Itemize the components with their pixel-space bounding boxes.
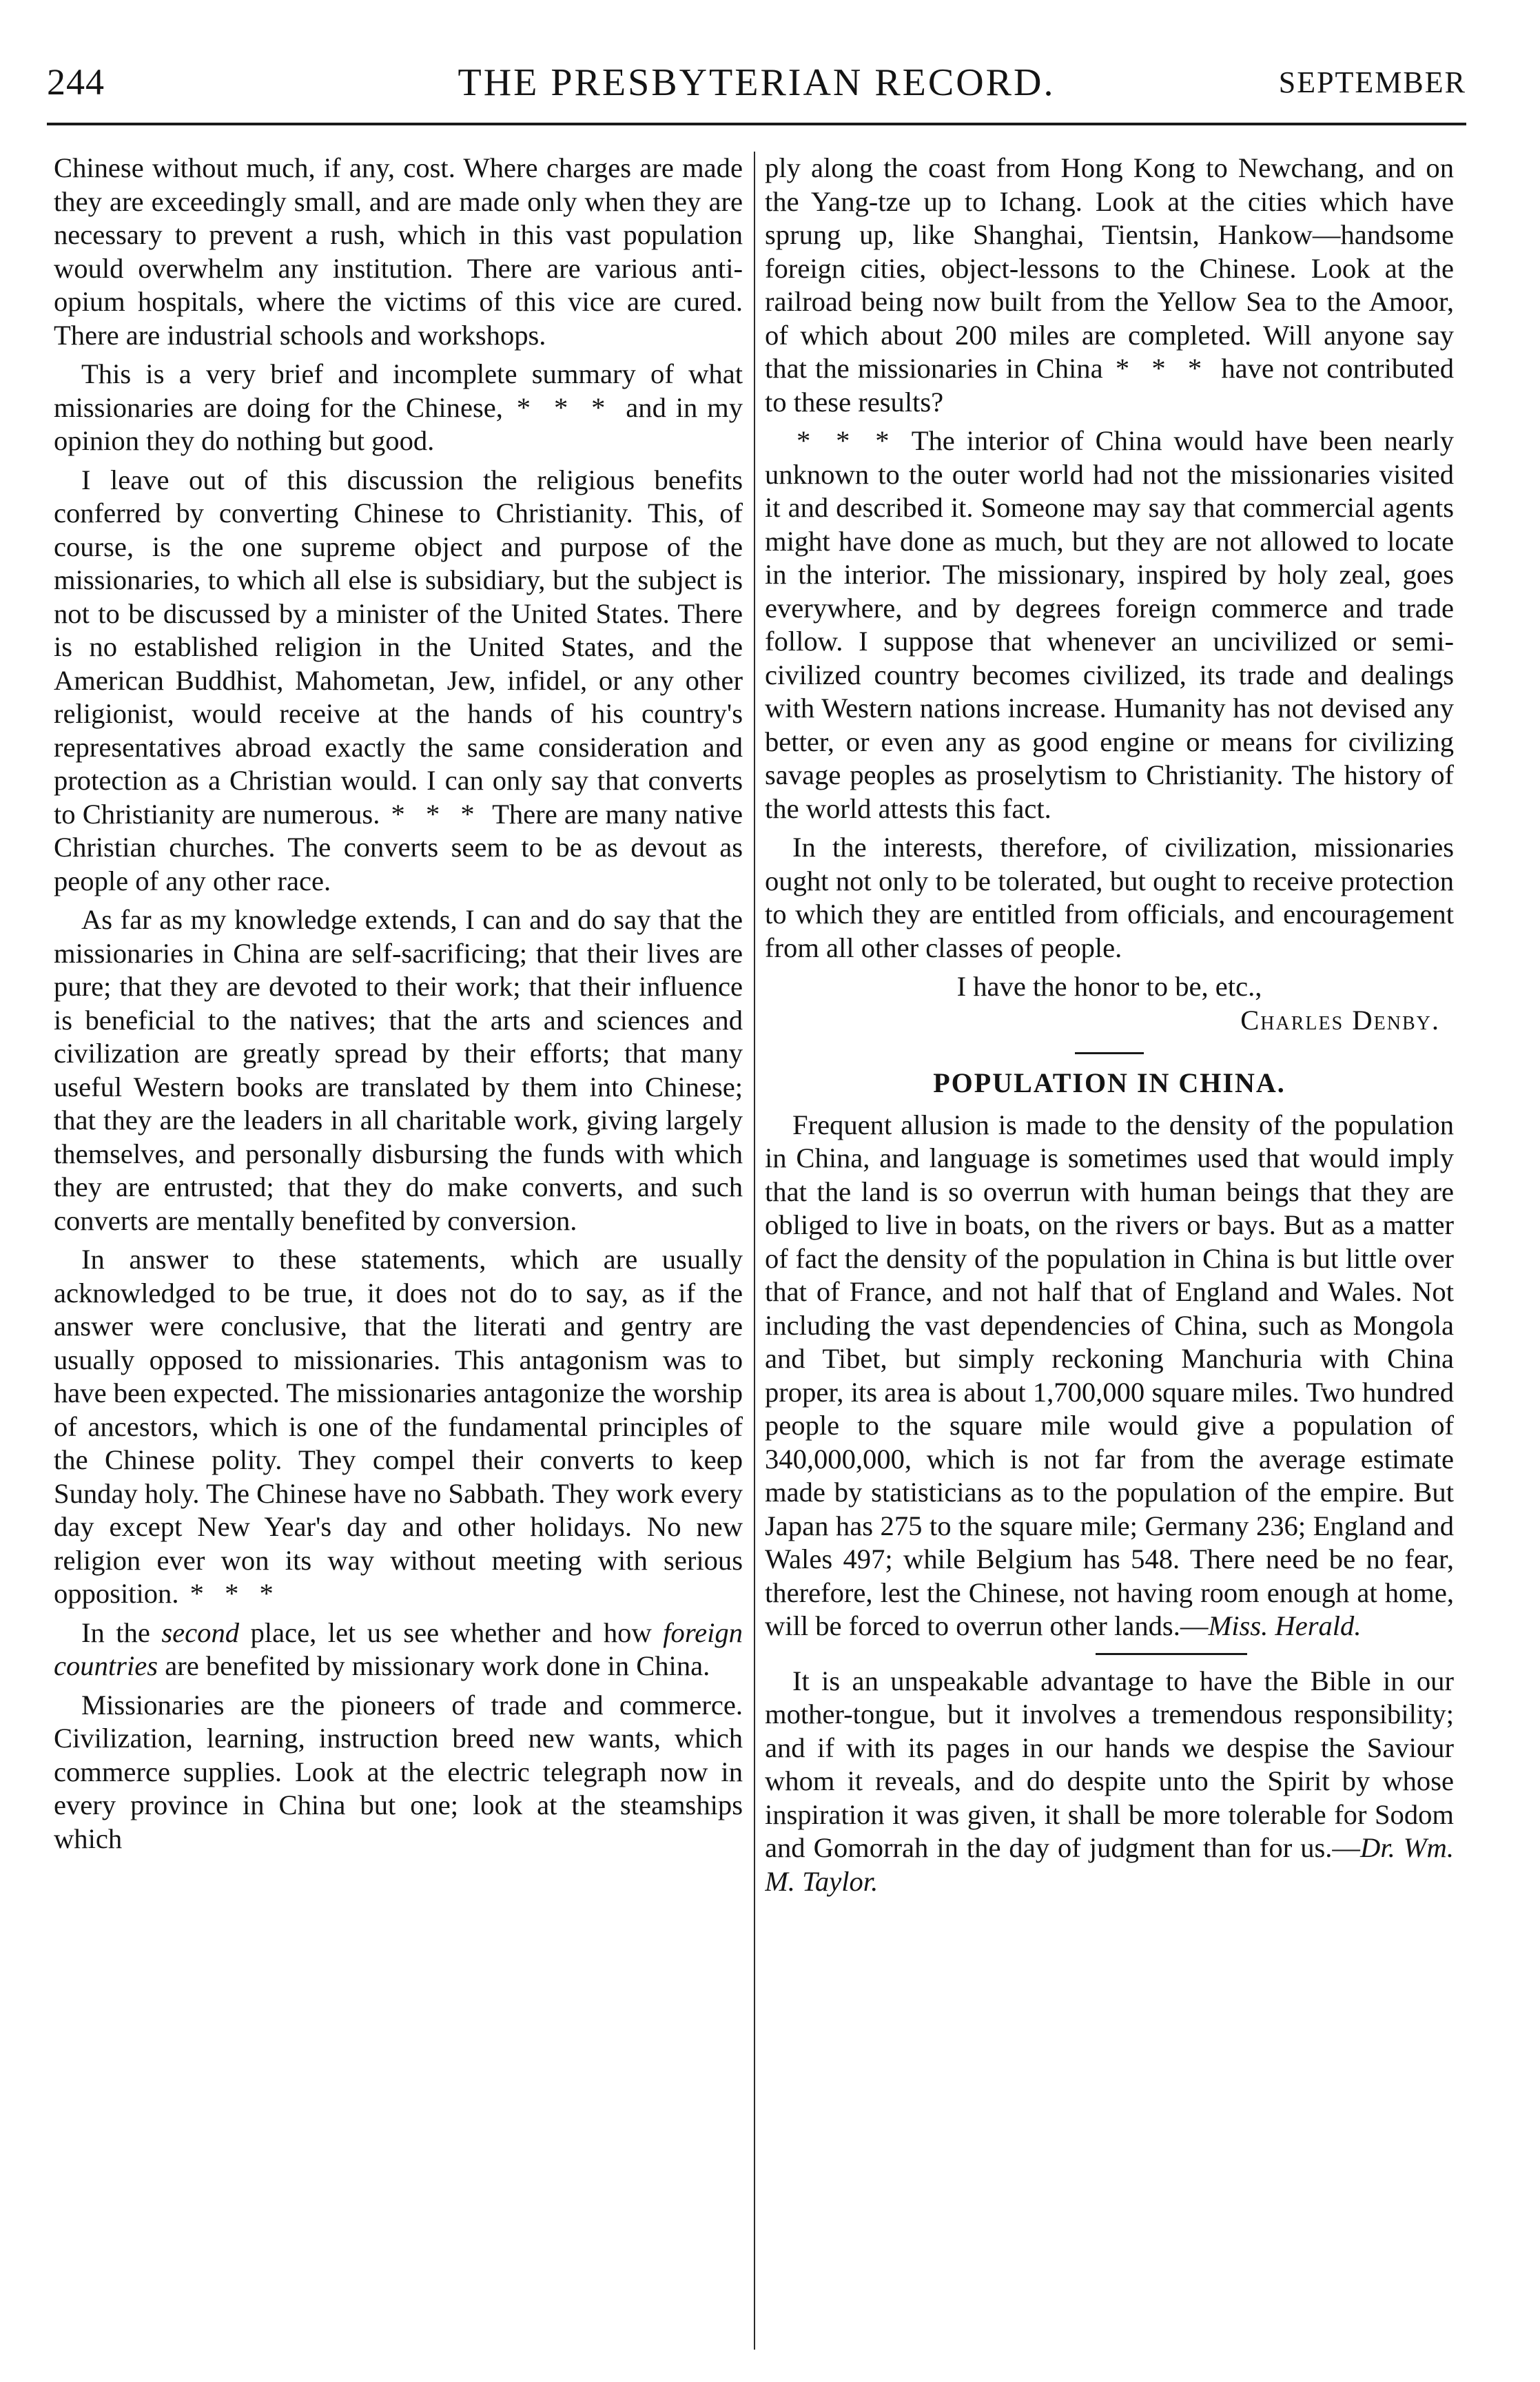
ellipsis-stars: * * * [391,798,482,830]
paragraph-text: are benefited by missionary work done in China. [165,1650,710,1681]
paragraph-text: and in my opinion they do nothing but good. [54,391,743,456]
article-divider [1096,1653,1247,1655]
page-header [47,61,1466,116]
page-number: 244 [47,61,105,103]
paragraph: In the interests, therefore, of civilization, missionaries ought not only to be tolerated, but ought to receive protection to which they are entitled from officials, and encouragement from all other classes of people. [765,832,1454,963]
publication-title: THE PRESBYTERIAN RECORD. [458,61,1056,104]
paragraph [54,358,743,458]
attribution: Dr. Wm. M. Taylor. [765,1832,1454,1897]
paragraph [765,424,1454,825]
paragraph-text: ply along the coast from Hong Kong to Newchang, and on the Yang-tze up to Ichang. Look at the cities which have sprung up, like Shanghai, Tientsin, Hankow—handsome foreign cities, object-lessons to the Chinese. Look at the railroad being now built from the Yellow Sea to the Amoor, of which about 200 miles are completed. Will anyone say that the missionaries in China [765,152,1454,384]
emphasis: foreign countries [54,1616,743,1681]
paragraph [54,1243,743,1611]
paragraph [54,1616,743,1683]
paragraph-text: have not contributed to these results? [765,353,1454,418]
left-column [54,152,743,2350]
paragraph-text: It is an unspeakable advantage to have the Bible in our mother-tongue, but it involves a tremendous responsibility; and if with its pages in our hands we despise the Saviour whom it reveals, and do despite unto the Spirit by whose inspiration it was given, it shall be more tolerable for Sodom and Gomorrah in the day of judgment than for us.— [765,1665,1454,1863]
attribution: Miss. Herald. [1208,1610,1362,1641]
paragraph [54,464,743,899]
paragraph: Chinese without much, if any, cost. Where charges are made they are exceedingly small, and are made only when they are necessary to prevent a rush, which in this vast population would overwhelm any institution. There are various anti-opium hospitals, where the victims of this vice are cured. There are industrial schools and workshops. [54,152,743,351]
paragraph-text: place, let us see whether and how [250,1616,652,1648]
paragraph-text: I leave out of this discussion the religious benefits conferred by converting Chinese to Christianity. This, of course, is the one supreme object and purpose of the missionaries, to which all else is subsidiary, but the subject is not to be discussed by a minister of the United States. There is no established religion in the United States, and the American Buddhist, Mahometan, Jew, infidel, or any other religionist, would receive at the hands of his country's representatives abroad exactly the same consideration and protection as a Christian would. I can only say that converts to Christianity are numerous. [54,464,743,830]
paragraph [765,152,1454,419]
section-heading: POPULATION IN CHINA. [933,1067,1286,1098]
paragraph-text: Frequent allusion is made to the density of the population in China, and language is sometimes used that would imply that the land is so overrun with human beings that they are obliged to live in boats, on the rivers or bays. But as a matter of fact the density of the population in China is but little over that of France, and not half that of England and Wales. Not including the vast dependencies of China, such as Mongola and Tibet, but simply reckoning Manchuria with China proper, its area is about 1,700,000 square miles. Two hundred people to the square mile would give a population of 340,000,000, which is not far from the average estimate made by statisticians as to the population of the empire. But Japan has 275 to the square mile; Germany 236; England and Wales 497; while Belgium has 548. There need be no fear, therefore, lest the Chinese, not having room enough at home, will be forced to overrun other lands.— [765,1109,1454,1641]
section-divider [1075,1052,1144,1054]
ellipsis-stars: * * * [797,425,896,456]
paragraph: Missionaries are the pioneers of trade and commerce. Civilization, learning, instruction breed new wants, which commerce supplies. Look at the electric telegraph now in every province in China but one; look at the steamships which [54,1689,743,1854]
ellipsis-stars: * * * [189,1578,280,1609]
paragraph [765,1665,1454,1899]
ellipsis-stars: * * * [1115,353,1209,384]
paragraph [765,1109,1454,1643]
emphasis: second [161,1616,240,1648]
ellipsis-stars: * * * [516,391,613,423]
letter-signature: Charles Denby. [1240,1004,1440,1036]
paragraph-text: This is a very brief and incomplete summary of what missionaries are doing for the Chinese, [54,358,743,423]
paragraph: As far as my knowledge extends, I can and do say that the missionaries in China are self-sacrificing; that their lives are pure; that they are devoted to their work; that their influence is beneficial to the natives; that the arts and sciences and civilization are greatly spread by their efforts; that many useful Western books are translated by them into Chinese; that they are the leaders in all charitable work, giving largely themselves, and personally disbursing the funds with which they are entrusted; that they do make converts, and such converts are mentally benefited by conversion. [54,904,743,1236]
right-column [765,152,1454,2350]
paragraph-text: The interior of China would have been nearly unknown to the outer world had not the missionaries visited it and described it. Someone may say that commercial agents might have done as much, but they are not allowed to locate in the interior. The missionary, inspired by holy zeal, goes everywhere, and by degrees foreign commerce and trade follow. I suppose that whenever an uncivilized or semi-civilized country becomes civilized, its trade and dealings with Western nations increase. Humanity has not devised any better, or even any as good engine or means for civilizing savage peoples as proselytism to Christianity. The history of the world attests this fact. [765,425,1454,824]
letter-closing: I have the honor to be, etc., [956,971,1262,1002]
issue-month: SEPTEMBER [1278,65,1466,99]
paragraph-text: There are many native Christian churches. The converts seem to be as devout as people of any other race. [54,798,743,896]
paragraph-text: In the [81,1616,150,1648]
paragraph-text: In answer to these statements, which are usually acknowledged to be true, it does not do to say, as if the answer were conclusive, that the literati and gentry are usually opposed to missionaries. This antagonism was to have been expected. The missionaries antagonize the worship of ancestors, which is one of the fundamental principles of the Chinese polity. They compel their converts to keep Sunday holy. The Chinese have no Sabbath. They work every day except New Year's day and other holidays. No new religion ever won its way without meeting with serious opposition. [54,1244,743,1609]
header-rule [47,123,1466,125]
column-divider [754,152,755,2350]
